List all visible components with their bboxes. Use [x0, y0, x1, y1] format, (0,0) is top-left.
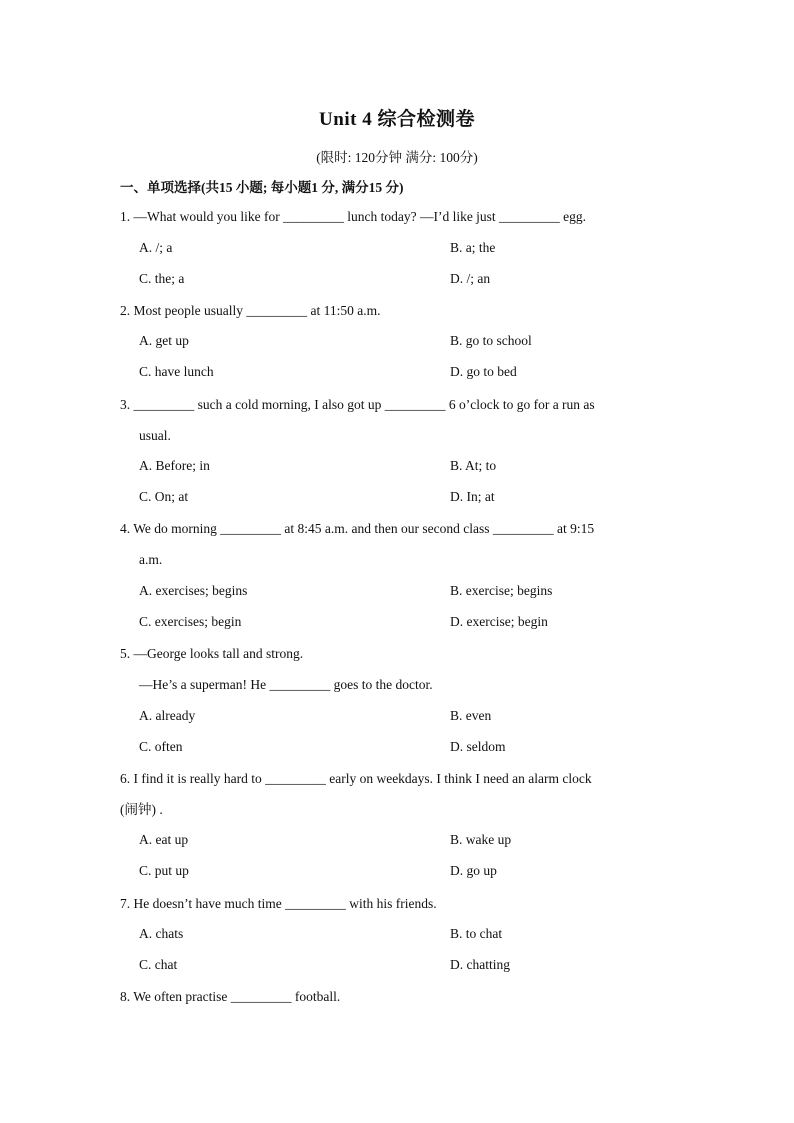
question-stem: 2. Most people usually _________ at 11:50 a.m. [120, 303, 381, 318]
option-a[interactable]: A. chats [139, 926, 184, 941]
question-stem: 3. _________ such a cold morning, I also got up _________ 6 o’clock to go for a run as [120, 397, 595, 412]
option-d[interactable]: D. seldom [450, 739, 506, 754]
option-a[interactable]: A. /; a [139, 240, 173, 255]
option-a[interactable]: A. exercises; begins [139, 583, 248, 598]
question-stem-continuation: usual. [139, 428, 171, 443]
question-4 [120, 513, 680, 575]
question-stem-continuation: a.m. [139, 552, 163, 567]
option-c[interactable]: C. often [139, 739, 183, 754]
question-stem-continuation: —He’s a superman! He _________ goes to the doctor. [139, 677, 433, 692]
option-c[interactable]: C. exercises; begin [139, 614, 242, 629]
option-d[interactable]: D. go up [450, 863, 497, 878]
option-b[interactable]: B. wake up [450, 832, 512, 847]
question-7 [120, 888, 680, 919]
question-6 [120, 763, 680, 825]
page-title: Unit 4 综合检测卷 [319, 109, 475, 130]
option-a[interactable]: A. eat up [139, 832, 189, 847]
question-stem: 1. —What would you like for _________ lunch today? —I’d like just _________ egg. [120, 209, 587, 224]
option-d[interactable]: D. exercise; begin [450, 614, 548, 629]
option-a[interactable]: A. Before; in [139, 458, 210, 473]
question-stem: 4. We do morning _________ at 8:45 a.m. and then our second class _________ at 9:15 [120, 521, 595, 536]
question-5 [120, 638, 680, 700]
option-a[interactable]: A. get up [139, 333, 189, 348]
option-b[interactable]: B. At; to [450, 458, 497, 473]
option-d[interactable]: D. In; at [450, 489, 495, 504]
option-d[interactable]: D. /; an [450, 271, 491, 286]
question-1 [120, 201, 680, 232]
question-stem: 5. —George looks tall and strong. [120, 646, 304, 661]
option-c[interactable]: C. chat [139, 957, 178, 972]
question-stem: 8. We often practise _________ football. [120, 989, 341, 1004]
option-c[interactable]: C. On; at [139, 489, 189, 504]
option-b[interactable]: B. even [450, 708, 492, 723]
time-and-score-info: (限时: 120分钟 满分: 100分) [316, 150, 478, 165]
option-c[interactable]: C. put up [139, 863, 189, 878]
question-stem: 7. He doesn’t have much time _________ with his friends. [120, 896, 437, 911]
option-a[interactable]: A. already [139, 708, 196, 723]
question-stem: 6. I find it is really hard to _________ early on weekdays. I think I need an alarm clock [120, 771, 592, 786]
section-heading: 一、单项选择(共15 小题; 每小题1 分, 满分15 分) [120, 180, 404, 195]
option-b[interactable]: B. a; the [450, 240, 496, 255]
option-c[interactable]: C. have lunch [139, 364, 214, 379]
option-c[interactable]: C. the; a [139, 271, 185, 286]
option-b[interactable]: B. exercise; begins [450, 583, 553, 598]
question-stem-continuation: (闹钟) . [120, 802, 163, 817]
question-8 [120, 981, 680, 1012]
option-d[interactable]: D. go to bed [450, 364, 517, 379]
question-2 [120, 295, 680, 326]
option-d[interactable]: D. chatting [450, 957, 510, 972]
option-b[interactable]: B. go to school [450, 333, 532, 348]
option-b[interactable]: B. to chat [450, 926, 503, 941]
question-3 [120, 389, 680, 451]
